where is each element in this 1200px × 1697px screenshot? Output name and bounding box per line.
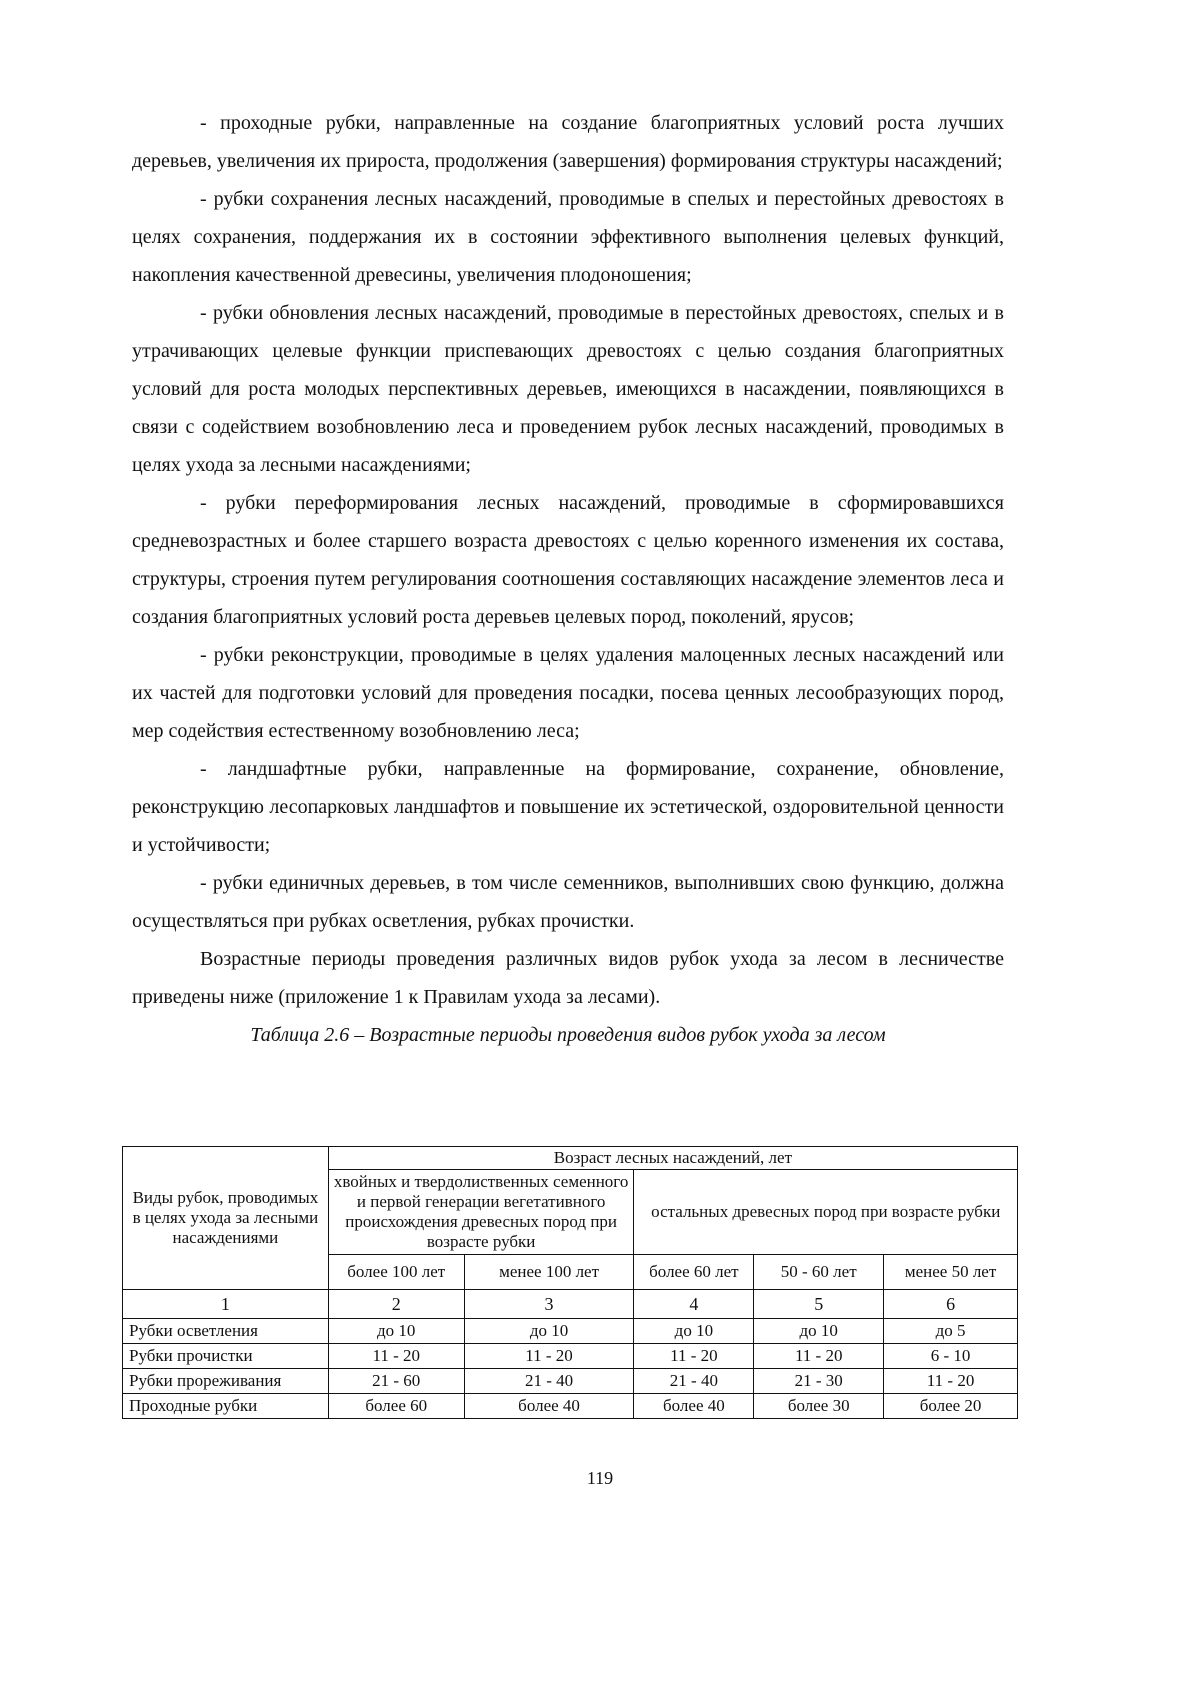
table-row [123,1319,1018,1344]
paragraph-thinning-cuts: - проходные рубки, направленные на создание благоприятных условий роста лучших деревьев, увеличения их прироста, продолжения (завершения) формирования структуры насаждений; [132,112,1004,172]
table-cell: более 60 [328,1394,464,1419]
column-number: 1 [123,1290,329,1319]
paragraph-single-tree-cuts: - рубки единичных деревьев, в том числе семенников, выполнивших свою функцию, должна осуществляться при рубках осветления, рубках прочистки. [132,872,1004,932]
page-number: 119 [586,1468,614,1488]
header-age: менее 100 лет [464,1255,634,1290]
paragraph-age-periods-intro: Возрастные периоды проведения различных видов рубок ухода за лесом в лесничестве приведены ниже (приложение 1 к Правилам ухода за лесами). [132,948,1004,1008]
table-cell: 21 - 40 [634,1369,754,1394]
paragraph-renewal-cuts: - рубки обновления лесных насаждений, проводимые в перестойных древостоях, спелых и в утрачивающих целевые функции приспевающих древостоях с целью создания благоприятных условий для роста молодых перспективных деревьев, имеющихся в насаждении, появляющихся в связи с содействием возобновлению леса и проведением рубок лесных насаждений, проводимых в целях ухода за лесными насаждениями; [132,302,1004,476]
paragraph-reconstruction-cuts: - рубки реконструкции, проводимые в целях удаления малоценных лесных насаждений или их частей для подготовки условий для проведения посадки, посева ценных лесообразующих пород, мер содействия естественному возобновлению леса; [132,644,1004,742]
table-row [123,1394,1018,1419]
table-cell: до 10 [328,1319,464,1344]
table-cell: 11 - 20 [634,1344,754,1369]
header-stand-age: Возраст лесных насаждений, лет [328,1147,1017,1170]
column-number: 2 [328,1290,464,1319]
column-number: 6 [884,1290,1018,1319]
table-cell: 21 - 60 [328,1369,464,1394]
column-number: 5 [754,1290,884,1319]
table-cell: до 10 [634,1319,754,1344]
table-cell: до 5 [884,1319,1018,1344]
header-cut-types: Виды рубок, проводимых в целях ухода за лесными насаждениями [123,1147,329,1290]
table-cell: 11 - 20 [754,1344,884,1369]
row-cut-name: Рубки осветления [123,1319,329,1344]
table-cell: до 10 [464,1319,634,1344]
table-cell: до 10 [754,1319,884,1344]
column-number: 4 [634,1290,754,1319]
row-cut-name: Проходные рубки [123,1394,329,1419]
table-column-numbers-row [123,1290,1018,1319]
table-cell: более 20 [884,1394,1018,1419]
table-cell: 11 - 20 [464,1344,634,1369]
table-cell: 21 - 40 [464,1369,634,1394]
header-age: более 60 лет [634,1255,754,1290]
table-cell: 11 - 20 [328,1344,464,1369]
table-cell: 11 - 20 [884,1369,1018,1394]
paragraph-preservation-cuts: - рубки сохранения лесных насаждений, проводимые в спелых и перестойных древостоях в целях сохранения, поддержания их в состоянии эффективного выполнения целевых функций, накопления качественной древесины, увеличения плодоношения; [132,188,1004,286]
paragraph-landscape-cuts: - ландшафтные рубки, направленные на формирование, сохранение, обновление, реконструкцию лесопарковых ландшафтов и повышение их эстетической, оздоровительной ценности и устойчивости; [132,758,1004,856]
table-cell: более 40 [634,1394,754,1419]
table-cell: более 40 [464,1394,634,1419]
row-cut-name: Рубки прочистки [123,1344,329,1369]
header-other-species: остальных древесных пород при возрасте рубки [634,1170,1018,1255]
table-row [123,1344,1018,1369]
table-caption: Таблица 2.6 – Возрастные периоды проведения видов рубок ухода за лесом [250,1024,886,1046]
header-age: менее 50 лет [884,1255,1018,1290]
body-text [132,104,1004,1054]
table-cell: 6 - 10 [884,1344,1018,1369]
header-age: более 100 лет [328,1255,464,1290]
header-conifer-hardwood: хвойных и твердолиственных семенного и первой генерации вегетативного происхождения древесных пород при возрасте рубки [328,1170,634,1255]
table-row [123,1369,1018,1394]
table-cell: более 30 [754,1394,884,1419]
table-cell: 21 - 30 [754,1369,884,1394]
paragraph-reformation-cuts: - рубки переформирования лесных насаждений, проводимые в сформировавшихся средневозрастных и более старшего возраста древостоях с целью коренного изменения их состава, структуры, строения путем регулирования соотношения составляющих насаждение элементов леса и создания благоприятных условий роста деревьев целевых пород, поколений, ярусов; [132,492,1004,628]
row-cut-name: Рубки прореживания [123,1369,329,1394]
table-header-row [123,1147,1018,1170]
header-age: 50 - 60 лет [754,1255,884,1290]
column-number: 3 [464,1290,634,1319]
age-periods-table [122,1146,1018,1419]
